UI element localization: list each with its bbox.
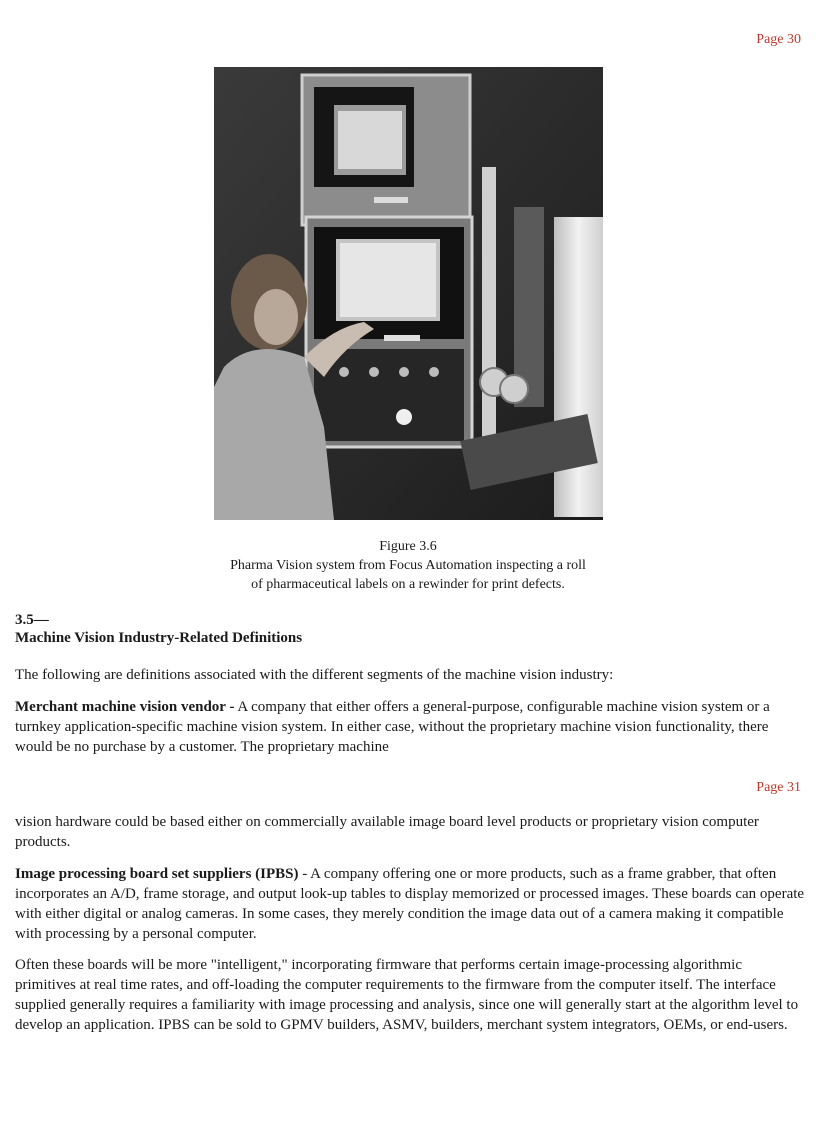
merchant-vendor-term: Merchant machine vision vendor - — [15, 699, 235, 715]
continuation-paragraph: vision hardware could be based either on commercially available image board level products or proprietary vision computer products. — [15, 814, 759, 850]
caption-line-1: Pharma Vision system from Focus Automation inspecting a roll — [230, 558, 586, 573]
ipbs-paragraph — [15, 864, 805, 944]
section-title: Machine Vision Industry-Related Definitions — [15, 630, 303, 646]
photo-illustration — [214, 67, 603, 520]
caption-line-2: of pharmaceutical labels on a rewinder for print defects. — [251, 577, 565, 592]
page-label-31: Page 31 — [756, 780, 801, 795]
merchant-vendor-text: A company that either offers a general-purpose, configurable machine vision system or a turnkey application-specific machine vision system. In either case, without the proprietary machine vision functionality, there would be no purchase by a customer. The proprietary machine — [15, 699, 770, 755]
figure-caption — [150, 537, 666, 594]
merchant-vendor-paragraph — [15, 697, 805, 757]
ipbs-text: - A company offering one or more products, such as a frame grabber, that often incorporates an A/D, frame storage, and output look-up tables to display memorized or processed images. These boards can operate with either digital or analog cameras. In some cases, they merely condition the image data out of a camera making it compatible with processing by a personal computer. — [15, 866, 805, 942]
figure-label: Figure 3.6 — [379, 539, 437, 554]
intro-paragraph: The following are definitions associated with the different segments of the machine vision industry: — [15, 667, 614, 683]
page-label-30: Page 30 — [756, 32, 801, 47]
ipbs-term: Image processing board set suppliers (IPBS) — [15, 866, 299, 882]
figure-photo — [214, 67, 603, 520]
section-number: 3.5— — [15, 612, 49, 628]
intelligent-boards-paragraph: Often these boards will be more "intelligent," incorporating firmware that performs certain image-processing algorithmic primitives at real time rates, and off-loading the computer requirements to the firmware from the computer itself. The interface supplied generally requires a familiarity with image processing and analysis, since one will generally start at the algorithm level to develop an application. IPBS can be sold to GPMV builders, ASMV, builders, merchant system integrators, OEMs, or end-users. — [15, 957, 799, 1033]
